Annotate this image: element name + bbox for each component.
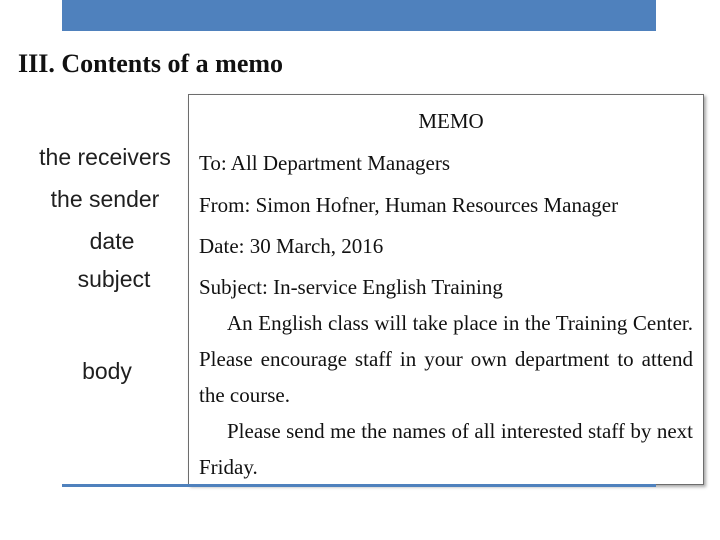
- memo-from: From: Simon Hofner, Human Resources Manager: [199, 193, 619, 217]
- memo-title: MEMO: [418, 109, 484, 133]
- top-accent-band: [62, 0, 656, 31]
- memo-body-paragraph-1: An English class will take place in the Training Center. Please encourage staff in your own department to attend the course.: [199, 311, 693, 407]
- label-date: date: [89, 228, 135, 254]
- label-body: body: [82, 358, 132, 384]
- label-subject: subject: [77, 266, 151, 292]
- memo-body-paragraph-2: Please send me the names of all interested staff by next Friday.: [199, 419, 693, 479]
- slide-heading: III. Contents of a memo: [18, 49, 284, 78]
- memo-body: [199, 305, 693, 485]
- memo-date: Date: 30 March, 2016: [199, 234, 384, 258]
- memo-box: [188, 94, 704, 485]
- bottom-accent-line: [62, 484, 656, 487]
- memo-to: To: All Department Managers: [199, 151, 451, 175]
- label-sender: the sender: [50, 186, 160, 212]
- label-receivers: the receivers: [39, 144, 171, 170]
- memo-subject: Subject: In-service English Training: [199, 275, 503, 299]
